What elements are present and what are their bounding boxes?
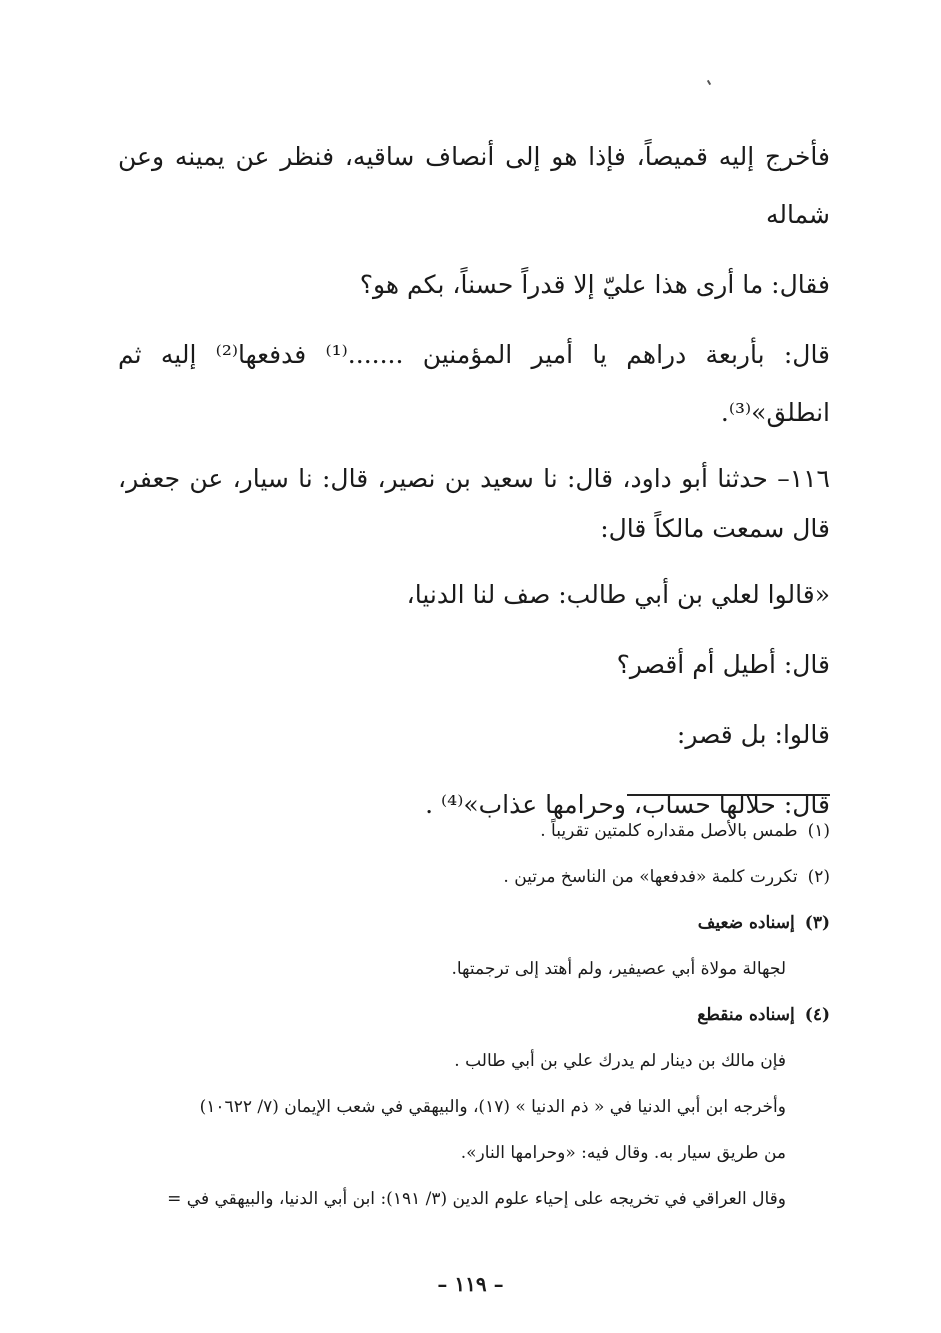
- main-text: [118, 128, 830, 846]
- footnote-text: طمس بالأصل مقداره كلمتين تقريباً .: [540, 821, 798, 841]
- footnotes: [118, 808, 830, 1222]
- footnote-4: [118, 992, 830, 1038]
- paragraph-be-brief: قالوا: بل قصر:: [676, 720, 830, 749]
- footnote-number: (٢): [807, 867, 830, 887]
- footnote-divider: [627, 794, 830, 796]
- footnote-4-body-1: فإن مالك بن دينار لم يدرك علي بن أبي طالب .: [454, 1051, 786, 1071]
- paragraph-dunya-request: «قالوا لعلي بن أبي طالب: صف لنا الدنيا،: [406, 580, 830, 609]
- footnote-4-body-2: وأخرجه ابن أبي الدنيا في « ذم الدنيا » (١٧)، والبيهقي في شعب الإيمان (٧/ ١٠٦٢٢): [199, 1097, 786, 1117]
- footnote-3: [118, 900, 830, 946]
- footnote-number: (٤): [804, 1005, 830, 1025]
- footnote-1: [118, 808, 830, 854]
- footnote-heading: إسناده منقطع: [697, 1005, 795, 1025]
- paragraph-halal-haram: قال: حلالها حساب، وحرامها عذاب»⁽⁴⁾ .: [425, 790, 830, 819]
- page-number: – ١١٩ –: [437, 1272, 504, 1296]
- paragraph-price-answer: قال: بأربعة دراهم يا أمير المؤمنين .......⁽¹⁾ فدفعها⁽²⁾ إليه ثم انطلق»⁽³⁾.: [118, 340, 831, 427]
- footnote-2: [118, 854, 830, 900]
- footnote-4-body-3: من طريق سيار به. وقال فيه: «وحرامها النار».: [460, 1143, 786, 1163]
- paragraph-price-question: فقال: ما أرى هذا عليّ إلا قدراً حسناً، بكم هو؟: [359, 270, 830, 299]
- footnote-3-body: لجهالة مولاة أبي عصيفير، ولم أهتد إلى ترجمتها.: [451, 959, 786, 979]
- footnote-text: تكررت كلمة «فدفعها» من الناسخ مرتين .: [503, 867, 798, 887]
- footnote-4-body-4: وقال العراقي في تخريجه على إحياء علوم الدين (٣/ ١٩١): ابن أبي الدنيا، والبيهقي في =: [167, 1189, 786, 1209]
- footnote-number: (٣): [804, 913, 830, 933]
- paragraph-shirt: فأخرج إليه قميصاً، فإذا هو إلى أنصاف ساقيه، فنظر عن يمينه وعن شماله: [118, 142, 830, 229]
- paragraph-long-or-short: قال: أطيل أم أقصر؟: [616, 650, 830, 679]
- paragraph-hadith-116: ١١٦– حدثنا أبو داود، قال: نا سعيد بن نصير، قال: نا سيار، عن جعفر، قال سمعت مالكاً قال:: [118, 464, 830, 543]
- footnote-number: (١): [807, 821, 830, 841]
- footnote-heading: إسناده ضعيف: [697, 913, 795, 933]
- scan-speck: [707, 80, 711, 85]
